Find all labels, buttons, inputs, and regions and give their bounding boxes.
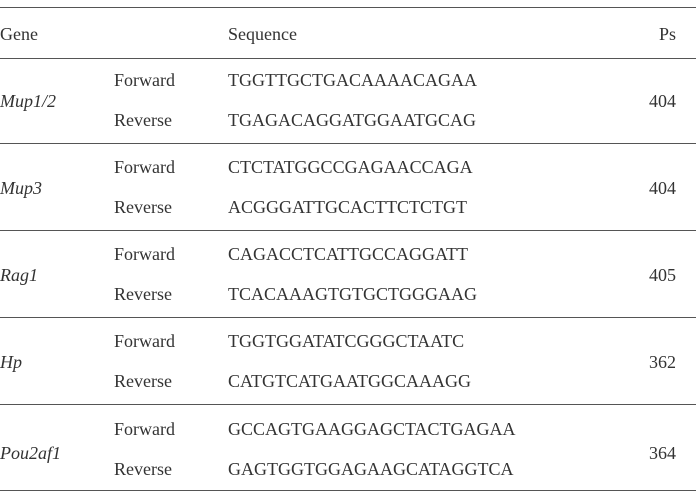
row-divider xyxy=(0,317,696,318)
forward-sequence: CTCTATGGCCGAGAACCAGA xyxy=(228,157,473,177)
product-size: 404 xyxy=(649,178,676,198)
row-divider xyxy=(0,143,696,144)
row-divider xyxy=(0,404,696,405)
reverse-sequence: TGAGACAGGATGGAATGCAG xyxy=(228,110,476,130)
product-size: 364 xyxy=(649,443,676,463)
reverse-label: Reverse xyxy=(114,371,172,391)
gene-name: Mup1/2 xyxy=(0,91,56,111)
product-size: 404 xyxy=(649,91,676,111)
forward-label: Forward xyxy=(114,244,175,264)
forward-sequence: CAGACCTCATTGCCAGGATT xyxy=(228,244,469,264)
reverse-sequence: TCACAAAGTGTGCTGGGAAG xyxy=(228,284,477,304)
forward-label: Forward xyxy=(114,331,175,351)
table-top-rule xyxy=(0,7,696,8)
product-size: 362 xyxy=(649,352,676,372)
product-size: 405 xyxy=(649,265,676,285)
reverse-label: Reverse xyxy=(114,284,172,304)
header-ps: Ps xyxy=(658,24,676,44)
reverse-label: Reverse xyxy=(114,459,172,479)
reverse-label: Reverse xyxy=(114,110,172,130)
forward-sequence: TGGTTGCTGACAAAACAGAA xyxy=(228,70,477,90)
gene-name: Pou2af1 xyxy=(0,443,61,463)
header-rule xyxy=(0,58,696,59)
gene-name: Rag1 xyxy=(0,265,38,285)
reverse-sequence: ACGGGATTGCACTTCTCTGT xyxy=(228,197,467,217)
reverse-sequence: CATGTCATGAATGGCAAAGG xyxy=(228,371,471,391)
reverse-label: Reverse xyxy=(114,197,172,217)
reverse-sequence: GAGTGGTGGAGAAGCATAGGTCA xyxy=(228,459,514,479)
row-divider xyxy=(0,230,696,231)
table-bottom-rule xyxy=(0,490,696,491)
header-gene: Gene xyxy=(0,24,38,44)
gene-name: Hp xyxy=(0,352,22,372)
header-sequence: Sequence xyxy=(228,24,297,44)
forward-sequence: GCCAGTGAAGGAGCTACTGAGAA xyxy=(228,419,516,439)
forward-label: Forward xyxy=(114,157,175,177)
forward-label: Forward xyxy=(114,70,175,90)
gene-name: Mup3 xyxy=(0,178,42,198)
forward-sequence: TGGTGGATATCGGGCTAATC xyxy=(228,331,465,351)
forward-label: Forward xyxy=(114,419,175,439)
